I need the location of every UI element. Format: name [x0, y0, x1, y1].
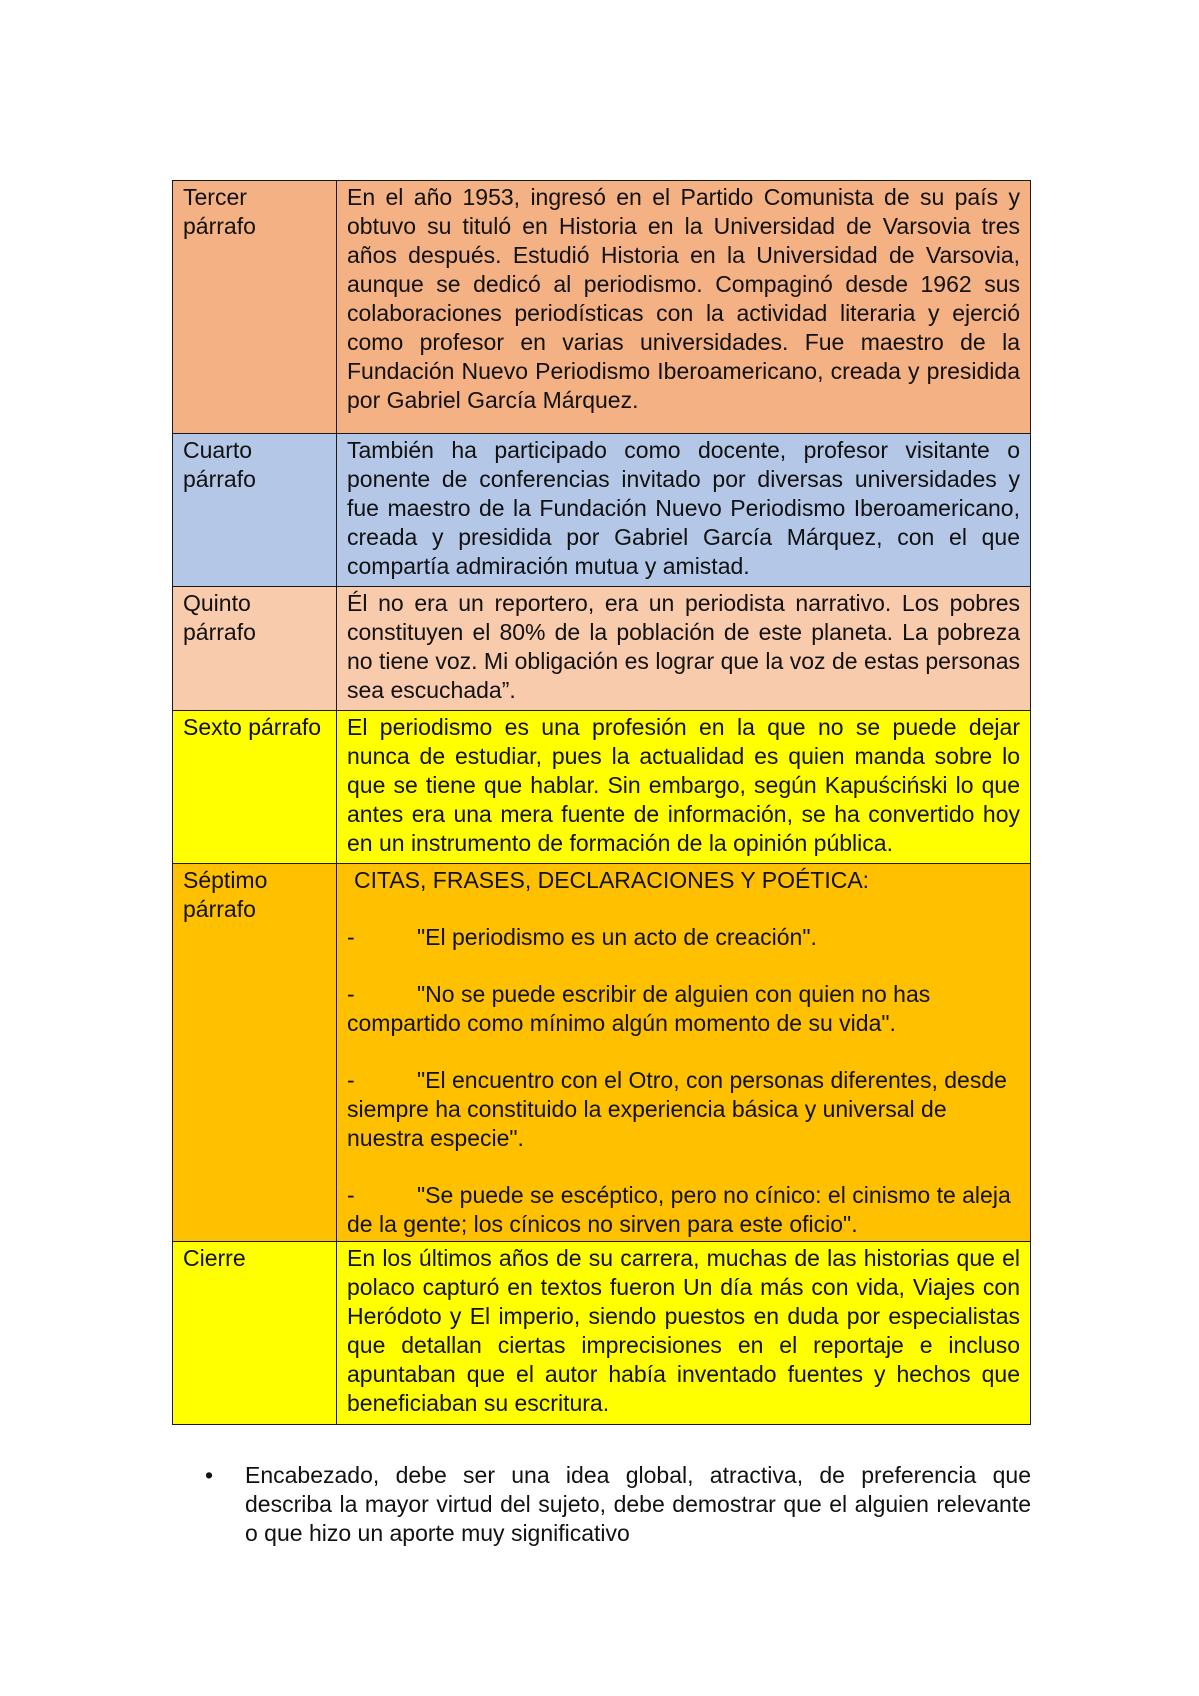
row-label: Cierre: [173, 1242, 337, 1425]
quote-text: "Se puede se escéptico, pero no cínico: el cinismo te aleja de la gente; los cínicos no sirven para este oficio".: [347, 1182, 1011, 1237]
bullet-list: [205, 1461, 1031, 1548]
paragraph-structure-table: [172, 180, 1031, 1425]
row-text: El periodismo es una profesión en la que no se puede dejar nunca de estudiar, pues la actualidad es quien manda sobre lo que se tiene que hablar. Sin embargo, según Kapuściński lo que antes era una mera fuente de información, se ha convertido hoy en un instrumento de formación de la opinión pública.: [337, 711, 1031, 864]
row-label: Séptimo párrafo: [173, 864, 337, 1242]
quote-item: [347, 923, 1020, 952]
row-label: Quinto párrafo: [173, 587, 337, 711]
row-text: En los últimos años de su carrera, muchas de las historias que el polaco capturó en textos fueron Un día más con vida, Viajes con Heródoto y El imperio, siendo puestos en duda por especialistas que detallan ciertas imprecisiones en el reportaje e incluso apuntaban que el autor había inventado fuentes y hechos que beneficiaban su escritura.: [337, 1242, 1031, 1425]
bullet-icon: •: [205, 1462, 214, 1488]
quotes-heading: CITAS, FRASES, DECLARACIONES Y POÉTICA:: [354, 867, 870, 893]
quote-text: "El periodismo es un acto de creación".: [417, 924, 817, 950]
table-row-cierre: [173, 1242, 1031, 1425]
table-row-sexto-parrafo: [173, 711, 1031, 864]
quote-dash: -: [347, 1182, 355, 1208]
quote-item: [347, 980, 1020, 1038]
table-row-septimo-parrafo: [173, 864, 1031, 1242]
quote-text: "El encuentro con el Otro, con personas diferentes, desde siempre ha constituido la experiencia básica y universal de nuestra especie".: [347, 1067, 1007, 1151]
quote-item: [347, 1181, 1020, 1239]
quote-dash: -: [347, 924, 355, 950]
quote-item: [347, 1066, 1020, 1153]
row-text: Él no era un reportero, era un periodista narrativo. Los pobres constituyen el 80% de la población de este planeta. La pobreza no tiene voz. Mi obligación es lograr que la voz de estas personas sea escuchada”.: [337, 587, 1031, 711]
bullet-text: Encabezado, debe ser una idea global, atractiva, de preferencia que describa la mayor virtud del sujeto, debe demostrar que el alguien relevante o que hizo un aporte muy significativo: [245, 1462, 1031, 1546]
row-label: Sexto párrafo: [173, 711, 337, 864]
quote-dash: -: [347, 981, 355, 1007]
quote-dash: -: [347, 1067, 355, 1093]
quote-text: "No se puede escribir de alguien con quien no has compartido como mínimo algún momento de su vida".: [347, 981, 931, 1036]
row-label: Cuarto párrafo: [173, 434, 337, 587]
table-row-quinto-parrafo: [173, 587, 1031, 711]
table-row-tercer-parrafo: [173, 181, 1031, 434]
row-text: En el año 1953, ingresó en el Partido Comunista de su país y obtuvo su tituló en Historia en la Universidad de Varsovia tres años después. Estudió Historia en la Universidad de Varsovia, aunque se dedicó al periodismo. Compaginó desde 1962 sus colaboraciones periodísticas con la actividad literaria y ejerció como profesor en varias universidades. Fue maestro de la Fundación Nuevo Periodismo Iberoamericano, creada y presidida por Gabriel García Márquez.: [337, 181, 1031, 434]
row-text: También ha participado como docente, profesor visitante o ponente de conferencias invitado por diversas universidades y fue maestro de la Fundación Nuevo Periodismo Iberoamericano, creada y presidida por Gabriel García Márquez, con el que compartía admiración mutua y amistad.: [337, 434, 1031, 587]
quotes-cell: [337, 864, 1031, 1242]
row-label: Tercer párrafo: [173, 181, 337, 434]
list-item: [205, 1461, 1031, 1548]
table-row-cuarto-parrafo: [173, 434, 1031, 587]
